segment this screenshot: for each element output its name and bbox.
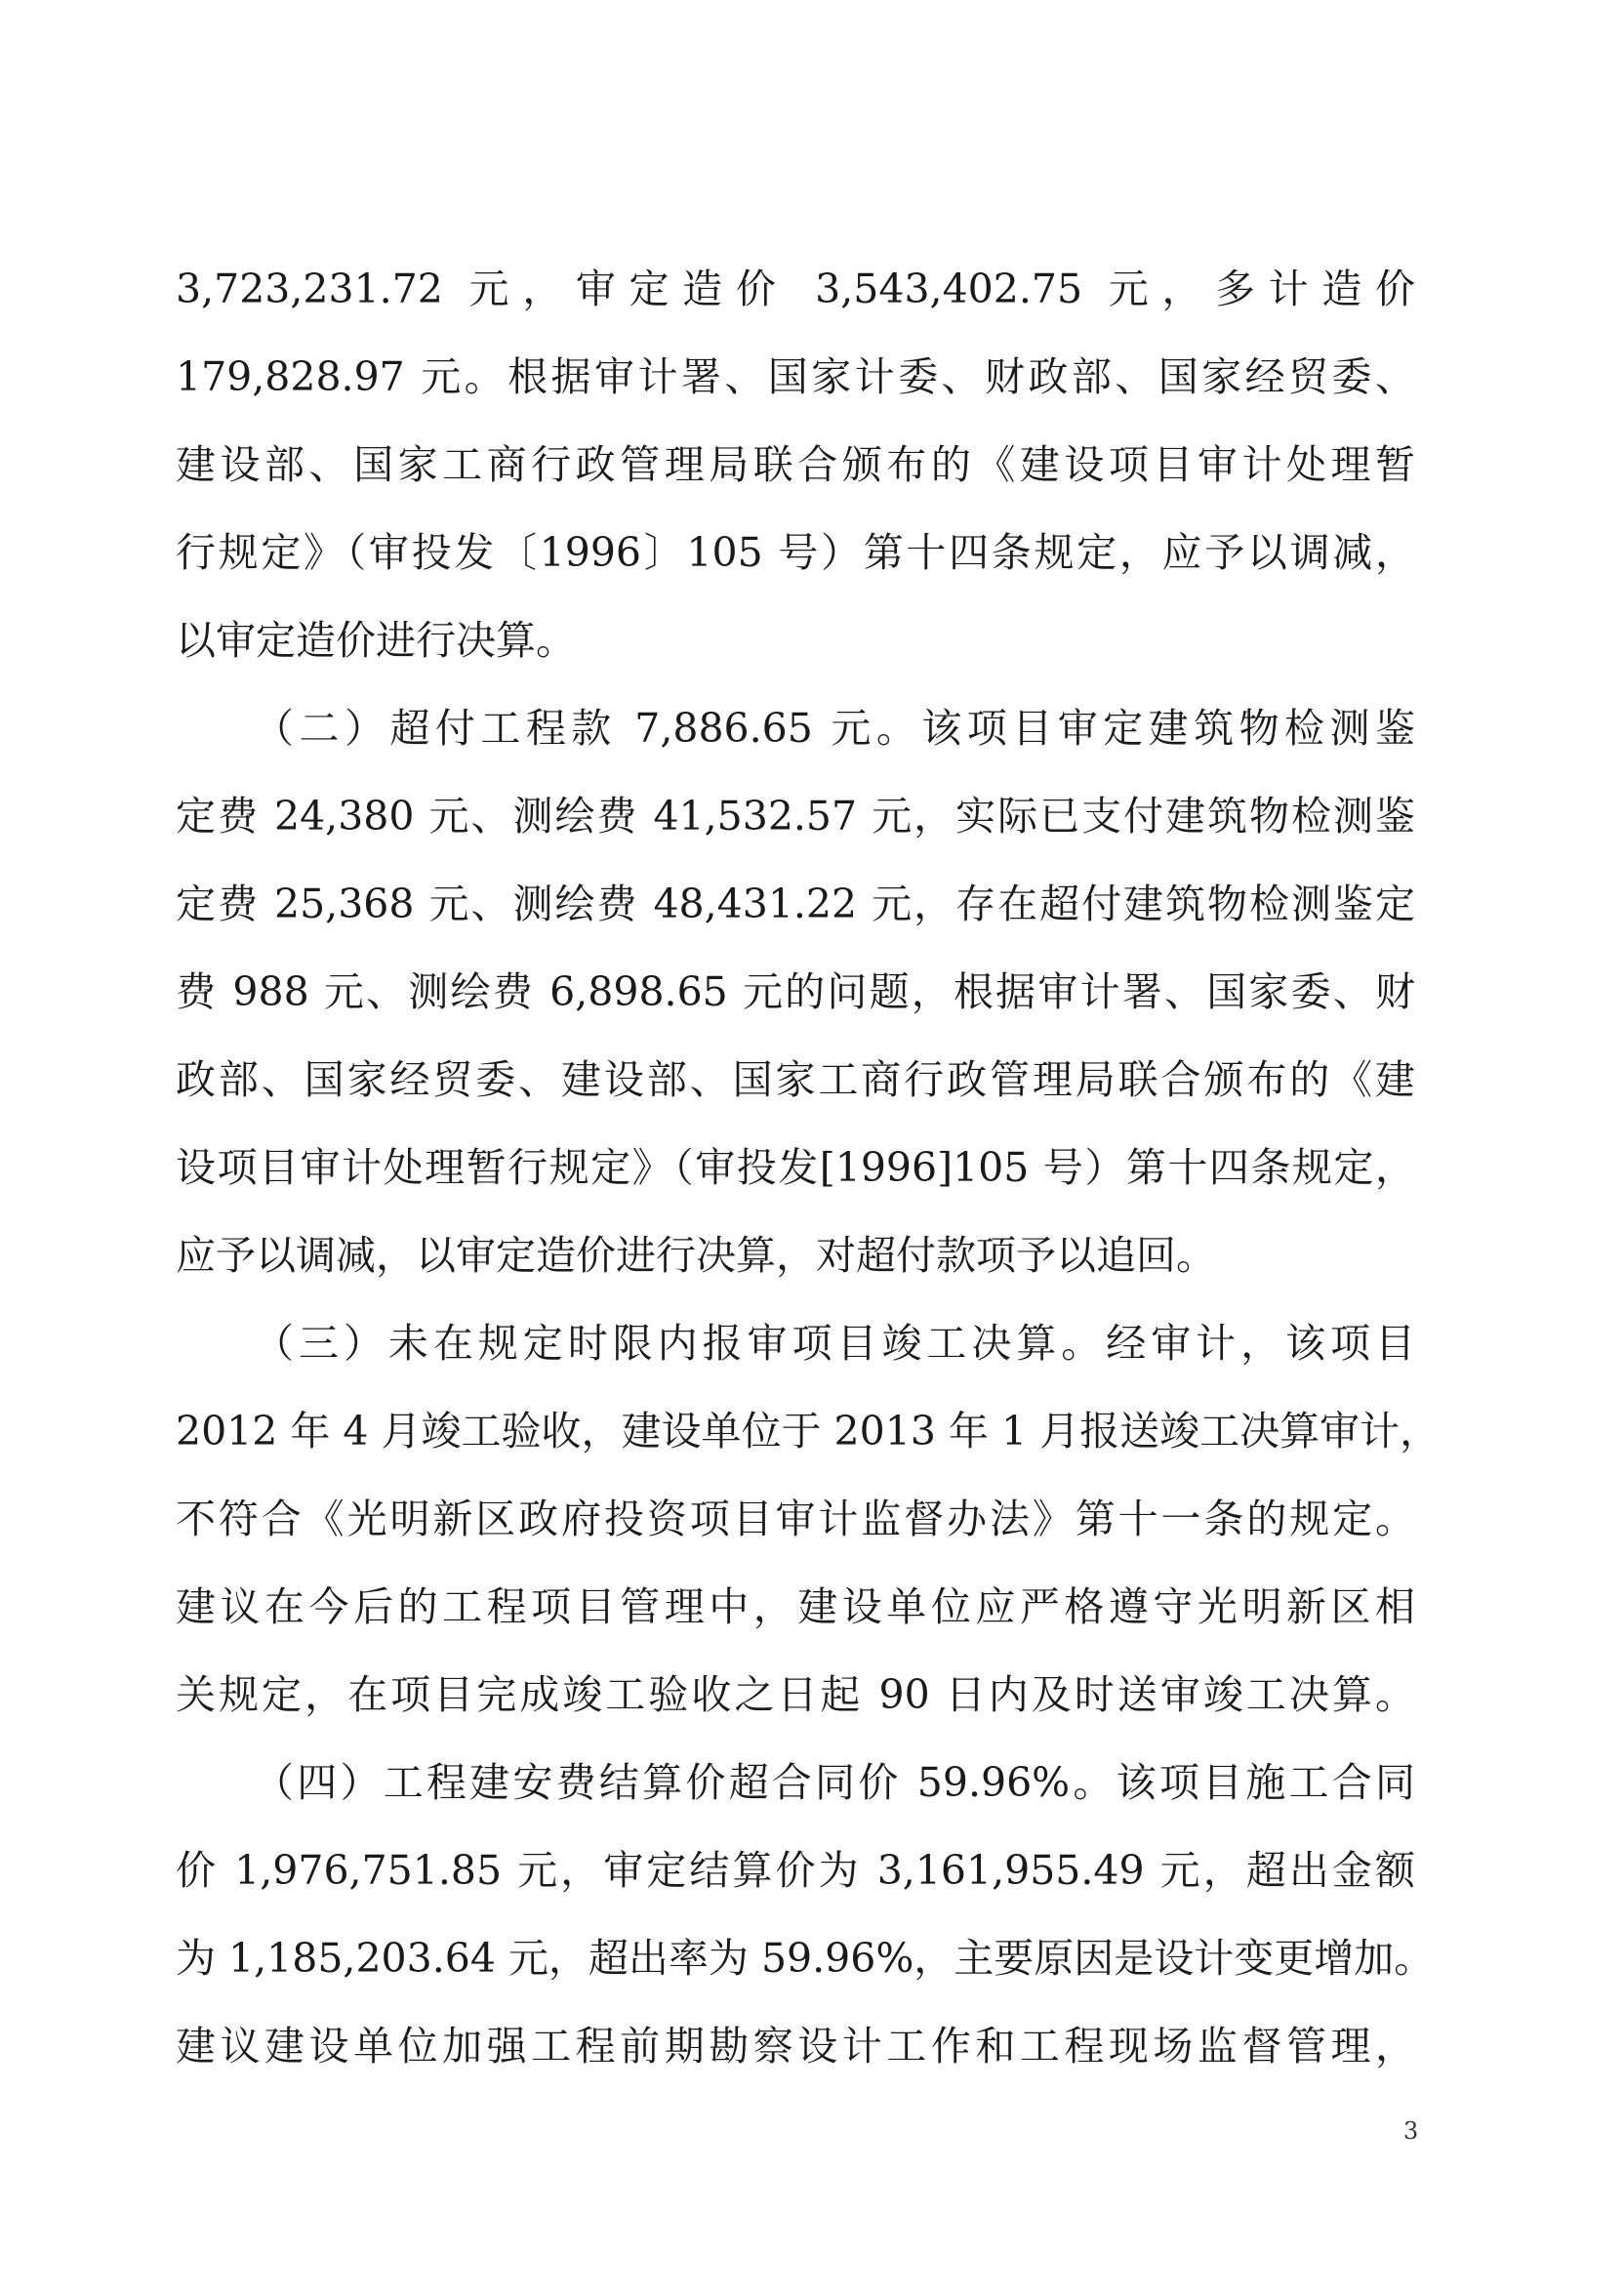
page-number: 3 (1403, 2117, 1419, 2145)
text-line: 行规定》（审投发〔1996〕105 号）第十四条规定，应予以调减， (176, 529, 1415, 576)
text-line: 政部、国家经贸委、建设部、国家工商行政管理局联合颁布的《建 (176, 1056, 1415, 1103)
paragraph-heading-4: （四）工程建安费结算价超合同价 59.96%。该项目施工合同 (254, 1759, 1415, 1806)
text-line: 关规定，在项目完成竣工验收之日起 90 日内及时送审竣工决算。 (176, 1671, 1415, 1718)
text-line: 定费 24,380 元、测绘费 41,532.57 元，实际已支付建筑物检测鉴 (176, 793, 1415, 840)
text-line: 不符合《光明新区政府投资项目审计监督办法》第十一条的规定。 (176, 1496, 1415, 1542)
text-line: 179,828.97 元。根据审计署、国家计委、财政部、国家经贸委、 (176, 353, 1415, 400)
text-line: 为 1,185,203.64 元，超出率为 59.96%，主要原因是设计变更增加。 (176, 1935, 1435, 1982)
text-line: 以审定造价进行决算。 (176, 617, 576, 664)
text-line: 2012 年 4 月竣工验收，建设单位于 2013 年 1 月报送竣工决算审计， (176, 1408, 1441, 1455)
text-line: 应予以调减，以审定造价进行决算，对超付款项予以追回。 (176, 1232, 1216, 1279)
text-line: 建议建设单位加强工程前期勘察设计工作和工程现场监督管理， (176, 2023, 1415, 2070)
paragraph-heading-3: （三）未在规定时限内报审项目竣工决算。经审计，该项目 (254, 1320, 1415, 1367)
text-line: 价 1,976,751.85 元，审定结算价为 3,161,955.49 元，超出金额 (176, 1847, 1415, 1894)
paragraph-heading-2: （二）超付工程款 7,886.65 元。该项目审定建筑物检测鉴 (254, 705, 1415, 752)
text-line: 设项目审计处理暂行规定》（审投发[1996]105 号）第十四条规定， (176, 1144, 1415, 1191)
text-line: 定费 25,368 元、测绘费 48,431.22 元，存在超付建筑物检测鉴定 (176, 881, 1415, 927)
text-line: 建设部、国家工商行政管理局联合颁布的《建设项目审计处理暂 (176, 441, 1415, 488)
text-line: 3,723,231.72 元，审定造价 3,543,402.75 元，多计造价 (176, 266, 1415, 312)
text-line: 费 988 元、测绘费 6,898.65 元的问题，根据审计署、国家委、财 (176, 968, 1415, 1015)
text-line: 建议在今后的工程项目管理中，建设单位应严格遵守光明新区相 (176, 1583, 1415, 1630)
